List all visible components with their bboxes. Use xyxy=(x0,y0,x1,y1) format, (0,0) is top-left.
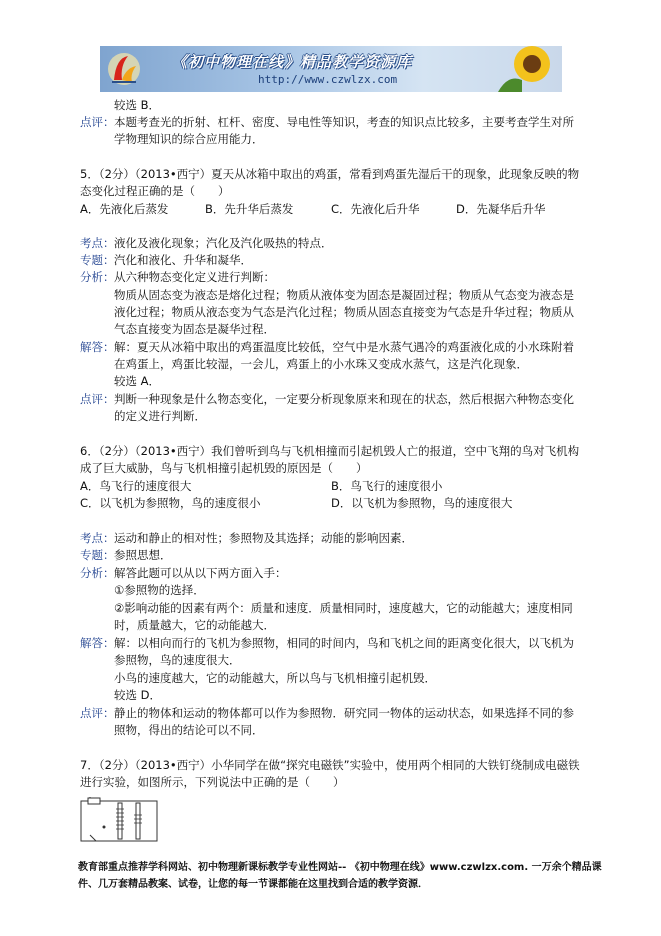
q5-option-a: A．先液化后蒸发 xyxy=(80,202,169,216)
q6-stem: 6．（2分）（2013•西宁）我们曾听到鸟与飞机相撞而引起机毁人亡的报道，空中飞翔的鸟对飞机构 xyxy=(80,444,580,458)
q6-option-a: A．鸟飞行的速度很大 xyxy=(80,479,192,493)
q6-kaodian: 运动和静止的相对性；参照物及其选择；动能的影响因素． xyxy=(114,531,413,545)
q6-kaodian-label: 考点： xyxy=(80,531,115,545)
q6-dianping-line: 照物，得出的结论可以不同． xyxy=(114,723,264,737)
q7-stem: 进行实验，如图所示，下列说法中正确的是（ ） xyxy=(80,775,345,789)
q6-fenxi-line: ①参照物的选择． xyxy=(114,583,205,597)
prev-comment-line: 学物理知识的综合应用能力． xyxy=(114,132,264,146)
prev-comment-label: 点评： xyxy=(80,115,115,129)
q6-fenxi-line: ②影响动能的因素有两个：质量和速度．质量相同时，速度越大，它的动能越大；速度相同 xyxy=(114,601,573,615)
q5-dianping-line: 的定义进行判断． xyxy=(114,409,206,423)
q5-jieda-label: 解答： xyxy=(80,340,115,354)
q6-zhuanti-label: 专题： xyxy=(80,548,115,562)
q6-jieda-label: 解答： xyxy=(80,636,115,650)
q6-option-c: C．以飞机为参照物，鸟的速度很小 xyxy=(80,496,261,510)
q5-stem: 态变化过程正确的是（ ） xyxy=(80,184,230,198)
q5-zhuanti-label: 专题： xyxy=(80,253,115,267)
prev-answer: 较选 B． xyxy=(114,98,161,112)
prev-comment-line: 本题考查光的折射、杠杆、密度、导电性等知识，考查的知识点比较多，主要考查学生对所 xyxy=(114,115,574,129)
q6-fenxi-line: 时，质量越大，它的动能越大． xyxy=(114,618,275,632)
q6-dianping-line: 静止的物体和运动的物体都可以作为参照物．研究同一物体的运动状态，如果选择不同的参 xyxy=(114,706,574,720)
q5-dianping-line: 判断一种现象是什么物态变化，一定要分析现象原来和现在的状态，然后根据六种物态变化 xyxy=(114,392,574,406)
q6-jieda-line: 小鸟的速度越大，它的动能越大，所以鸟与飞机相撞引起机毁． xyxy=(114,671,436,685)
q6-zhuanti: 参照思想． xyxy=(114,548,172,562)
q5-stem: 5．（2分）（2013•西宁）夏天从冰箱中取出的鸡蛋，常看到鸡蛋先湿后干的现象，此现象反映的物 xyxy=(80,167,580,181)
footer-line: 件、几万套精品教案、试卷，让您的每一节课都能在这里找到合适的教学资源． xyxy=(78,879,428,890)
q5-fenxi-line: 液化过程；物质从液态变为气态是汽化过程；物质从固态直接变为气态是升华过程；物质从 xyxy=(114,305,574,319)
header-banner xyxy=(100,46,562,92)
banner-url[interactable]: http://www.czwlzx.com xyxy=(258,73,398,86)
q5-fenxi-line: 气态直接变为固态是凝华过程． xyxy=(114,322,275,336)
q7-stem: 7．（2分）（2013•西宁）小华同学在做“探究电磁铁”实验中，使用两个相同的大铁钉绕制成电磁铁 xyxy=(80,758,580,772)
q5-jieda-line: 较选 A． xyxy=(114,374,161,388)
site-logo-icon xyxy=(106,50,142,88)
q5-dianping-label: 点评： xyxy=(80,392,115,406)
q6-stem: 成了巨大威胁，鸟与飞机相撞引起机毁的原因是（ ） xyxy=(80,461,368,475)
q6-fenxi-line: 解答此题可以从以下两方面入手： xyxy=(114,566,287,580)
banner-title: 《初中物理在线》精品教学资源库 xyxy=(172,53,413,71)
q5-jieda-line: 解：夏天从冰箱中取出的鸡蛋温度比较低，空气中是水蒸气遇冷的鸡蛋液化成的小水珠附着 xyxy=(114,340,574,354)
q5-kaodian-label: 考点： xyxy=(80,236,115,250)
q6-fenxi-label: 分析： xyxy=(80,566,115,580)
q5-kaodian: 液化及液化现象；汽化及汽化吸热的特点． xyxy=(114,236,333,250)
footer-line: 教育部重点推荐学科网站、初中物理新课标教学专业性网站-- 《初中物理在线》www.czwlzx.com. 一万余个精品课 xyxy=(78,862,602,873)
q6-dianping-label: 点评： xyxy=(80,706,115,720)
q5-fenxi-line: 从六种物态变化定义进行判断： xyxy=(114,270,275,284)
q5-jieda-line: 在鸡蛋上，鸡蛋比较湿，一会儿，鸡蛋上的小水珠又变成水蒸气，这是汽化现象． xyxy=(114,357,528,371)
q5-option-d: D．先凝华后升华 xyxy=(456,202,546,216)
q5-option-c: C．先液化后升华 xyxy=(331,202,420,216)
q6-option-d: D．以飞机为参照物，鸟的速度很大 xyxy=(331,496,513,510)
q5-zhuanti: 汽化和液化、升华和凝华． xyxy=(114,253,252,267)
sunflower-icon xyxy=(488,46,558,92)
q5-fenxi-line: 物质从固态变为液态是熔化过程；物质从液体变为固态是凝固过程；物质从气态变为液态是 xyxy=(114,288,574,302)
q6-jieda-line: 参照物，鸟的速度很大． xyxy=(114,653,241,667)
q6-option-b: B．鸟飞行的速度很小 xyxy=(331,479,443,493)
electromagnet-circuit-diagram xyxy=(80,797,160,847)
q6-jieda-line: 较选 D． xyxy=(114,688,162,702)
q5-fenxi-label: 分析： xyxy=(80,270,115,284)
q5-option-b: B．先升华后蒸发 xyxy=(205,202,294,216)
q6-jieda-line: 解：以相向而行的飞机为参照物，相同的时间内，鸟和飞机之间的距离变化很大，以飞机为 xyxy=(114,636,574,650)
